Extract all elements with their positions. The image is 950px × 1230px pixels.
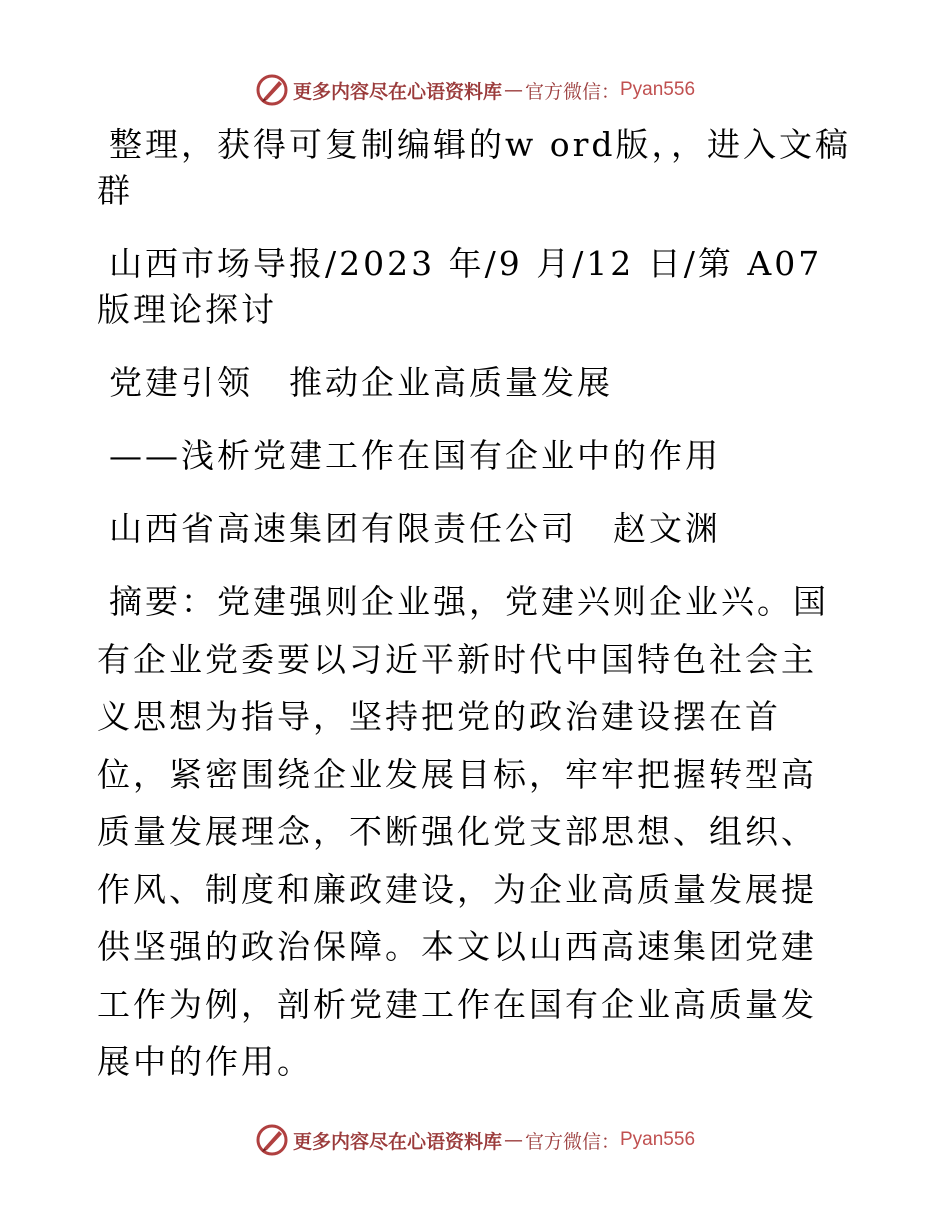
abstract-paragraph: 摘要：党建强则企业强，党建兴则企业兴。国有企业党委要以习近平新时代中国特色社会主义思想为指导，坚持把党的政治建设摆在首位，紧密围绕企业发展目标，牢牢把握转型高质量发展理念，不断强化党支部思想、组织、作风、制度和廉政建设，为企业高质量发展提供坚强的政治保障。本文以山西高速集团党建工作为例，剖析党建工作在国有企业高质量发展中的作用。: [97, 582, 829, 1081]
banner-main-text: 更多内容尽在心语资料库: [292, 80, 502, 103]
header-watermark-banner: [0, 70, 950, 110]
pen-logo-icon: [255, 73, 289, 107]
document-body: [97, 122, 852, 1118]
banner-official-label: 官方微信：: [524, 80, 620, 103]
footer-watermark-banner: [0, 1120, 950, 1160]
banner-separator: —: [503, 1129, 523, 1151]
banner-main-text: 更多内容尽在心语资料库: [292, 1130, 502, 1153]
pen-logo-icon: [255, 1123, 289, 1157]
intro-note: 整理，获得可复制编辑的w ord版，，进入文稿群: [97, 125, 852, 210]
banner-wechat-id: Pyan556: [620, 1129, 696, 1150]
banner-wechat-id: Pyan556: [620, 79, 696, 100]
source-line: 山西市场导报/2023 年/9 月/12 日/第 A07 版理论探讨: [97, 244, 823, 329]
author-line: 山西省高速集团有限责任公司 赵文渊: [109, 509, 721, 548]
article-title: 党建引领 推动企业高质量发展: [109, 363, 613, 402]
banner-separator: —: [503, 79, 523, 101]
article-subtitle: ——浅析党建工作在国有企业中的作用: [109, 436, 721, 475]
banner-official-label: 官方微信：: [524, 1130, 620, 1153]
